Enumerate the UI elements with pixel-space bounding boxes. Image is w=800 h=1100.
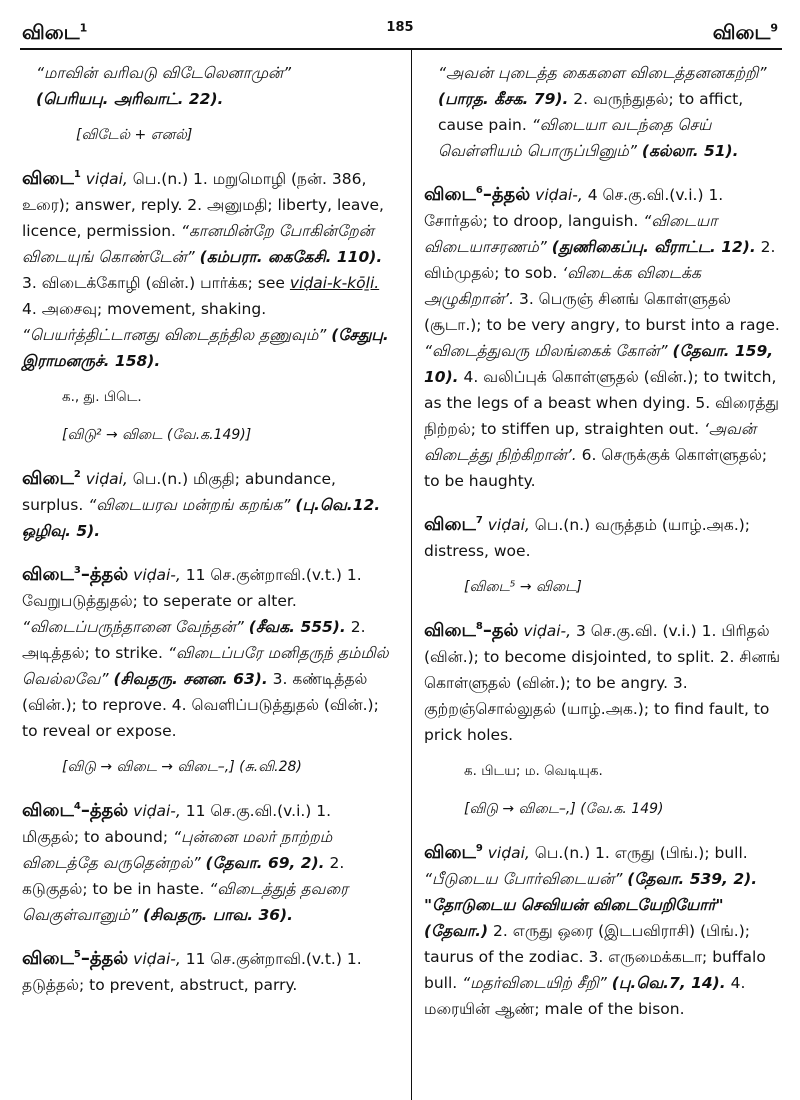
etymology: [விடை⁵ → விடை]: [464, 579, 582, 595]
entry-vidai-2: விடை$^2$ viḍai, பெ.(n.) மிகுதி; abundance, surplus. “விடையரவ மன்றங் கறங்க” (பு.வெ.12. ஒழிவு. 5).: [22, 468, 381, 540]
entry-vidai-1: விடை$^1$ viḍai, பெ.(n.) 1. மறுமொழி (நன். 386, உரை); answer, reply. 2. அனுமதி; liberty, leave, licence, permission. “கானமின்றே போகின்றேன் விடையுங் கொண்டேன்” (கம்பரா. கைகேசி. 110). 3. விடைக்கோழி (வின்.) பார்க்க; see viḍai-k-kōḻi. 4. அசைவு; movement, shaking. “பெயர்த்திட்டானது விடைதந்தில தணுவும்” (சேதுபு. இராமனருச். 158). க., து. பிடெ. [விடு² → விடை (வே.க.149)]: [22, 162, 392, 448]
entry-vidai-3: விடை$^3$–த்தல் viḍai-, 11 செ.குன்றாவி.(v.t.) 1. வேறுபடுத்துதல்; to seperate or alter. “விடைப்பருந்தானை வேந்தன்” (சீவக. 555). 2. அடித்தல்; to strike. “விடைப்பரே மனிதருந் தம்மில் வெல்லவே” (சிவதரு. சனன. 63). 3. கண்டித்தல் (வின்.); to reprove. 4. வெளிப்படுத்துதல் (வின்.); to reveal or expose. [விடு → விடை → விடை–,] (சு.வி.28): [22, 558, 392, 780]
headword: விடை$^6$–த்தல்: [424, 184, 531, 205]
right-column: [424, 60, 786, 1036]
column-divider: [411, 50, 412, 1100]
headword: விடை$^7$: [424, 514, 483, 535]
headword: விடை$^9$: [424, 842, 483, 863]
entry-vidai-9: விடை$^9$ viḍai, பெ.(n.) 1. எருது (பிங்.); bull. “பீடுடைய போர்விடையன்” (தேவா. 539, 2). "தோடுடைய செவியன் விடையேறியோர்" (தேவா.) 2. எருது ஒரை (இடபவிராசி) (பிங்.); taurus of the zodiac. 3. எருமைக்கடா; buffalo bull. “மதர்விடையிற் சீறி” (பு.வெ.7, 14). 4. மரையின் ஆண்; male of the bison.: [424, 842, 766, 1018]
continued-entry: “அவன் புடைத்த கைகளை விடைத்தனனகற்றி” (பாரத. கீசக. 79). 2. வருந்துதல்; to affict, cause pain. “விடையா வடந்தை செய் வெள்ளியம் பொருப்பினும்” (கல்லா. 51).: [438, 64, 767, 160]
header-rule: [20, 48, 782, 50]
cognates: க. பிடய; ம. வெடியுக.: [464, 763, 603, 779]
etymology: [விடேல் + எனல்]: [76, 127, 193, 143]
cognates: க., து. பிடெ.: [62, 389, 142, 405]
left-column: [22, 60, 392, 1012]
etymology: [விடு² → விடை (வே.க.149)]: [62, 427, 252, 443]
page-header: [0, 14, 800, 44]
page-number: 185: [386, 20, 414, 35]
headword: விடை$^1$: [22, 168, 81, 189]
entry-vidai-8: விடை$^8$–தல் viḍai-, 3 செ.கு.வி. (v.i.) 1. பிரிதல் (வின்.); to become disjointed, to split. 2. சினங் கொள்ளுதல் (வின்.); to be angry. 3. குற்றஞ்சொல்லுதல் (யாழ்.அக.); to find fault, to prick holes. க. பிடய; ம. வெடியுக. [விடு → விடை–,] (வே.க. 149): [424, 614, 786, 822]
entry-vidai-4: விடை$^4$–த்தல் viḍai-, 11 செ.கு.வி.(v.i.) 1. மிகுதல்; to abound; “புன்னை மலர் நாற்றம் விடைத்தே வருதென்றல்” (தேவா. 69, 2). 2. கடுகுதல்; to be in haste. “விடைத்துத் தவரை வெகுள்வானும்” (சிவதரு. பாவ. 36).: [22, 800, 349, 924]
etymology: [விடு → விடை–,] (வே.க. 149): [464, 801, 664, 817]
headword: விடை$^8$–தல்: [424, 620, 519, 641]
header-left-word: விடை$^1$: [22, 20, 88, 44]
entry-vidai-7: விடை$^7$ viḍai, பெ.(n.) வருத்தம் (யாழ்.அக.); distress, woe. [விடை⁵ → விடை]: [424, 508, 786, 600]
entry-vidai-5: விடை$^5$–த்தல் viḍai-, 11 செ.குன்றாவி.(v.t.) 1. தடுத்தல்; to prevent, abstruct, parry.: [22, 948, 362, 994]
continued-entry: “மாவின் வரிவடு விடேலெனாமுன்” (பெரியபு. அரிவாட். 22). [விடேல் + எனல்]: [22, 60, 392, 148]
headword: விடை$^2$: [22, 468, 81, 489]
headword: விடை$^3$–த்தல்: [22, 564, 129, 585]
header-right-word: விடை$^9$: [712, 20, 778, 44]
headword: விடை$^5$–த்தல்: [22, 948, 129, 969]
etymology: [விடு → விடை → விடை–,] (சு.வி.28): [62, 759, 302, 775]
headword: விடை$^4$–த்தல்: [22, 800, 129, 821]
entry-vidai-6: விடை$^6$–த்தல் viḍai-, 4 செ.கு.வி.(v.i.) 1. சோர்தல்; to droop, languish. “விடையா விடையாசரணம்” (துணிகைப்பு. வீராட்ட. 12). 2. விம்முதல்; to sob. ‘விடைக்க விடைக்க அழுகிறான்’. 3. பெருஞ் சினங் கொள்ளுதல் (சூடா.); to be very angry, to burst into a rage. “விடைத்துவரு மிலங்கைக் கோன்” (தேவா. 159, 10). 4. வலிப்புக் கொள்ளுதல் (வின்.); to twitch, as the legs of a beast when dying. 5. விரைத்து நிற்றல்; to stiffen up, straighten out. ‘அவன் விடைத்து நிற்கிறான்’. 6. செருக்குக் கொள்ளுதல்; to be haughty.: [424, 184, 780, 490]
